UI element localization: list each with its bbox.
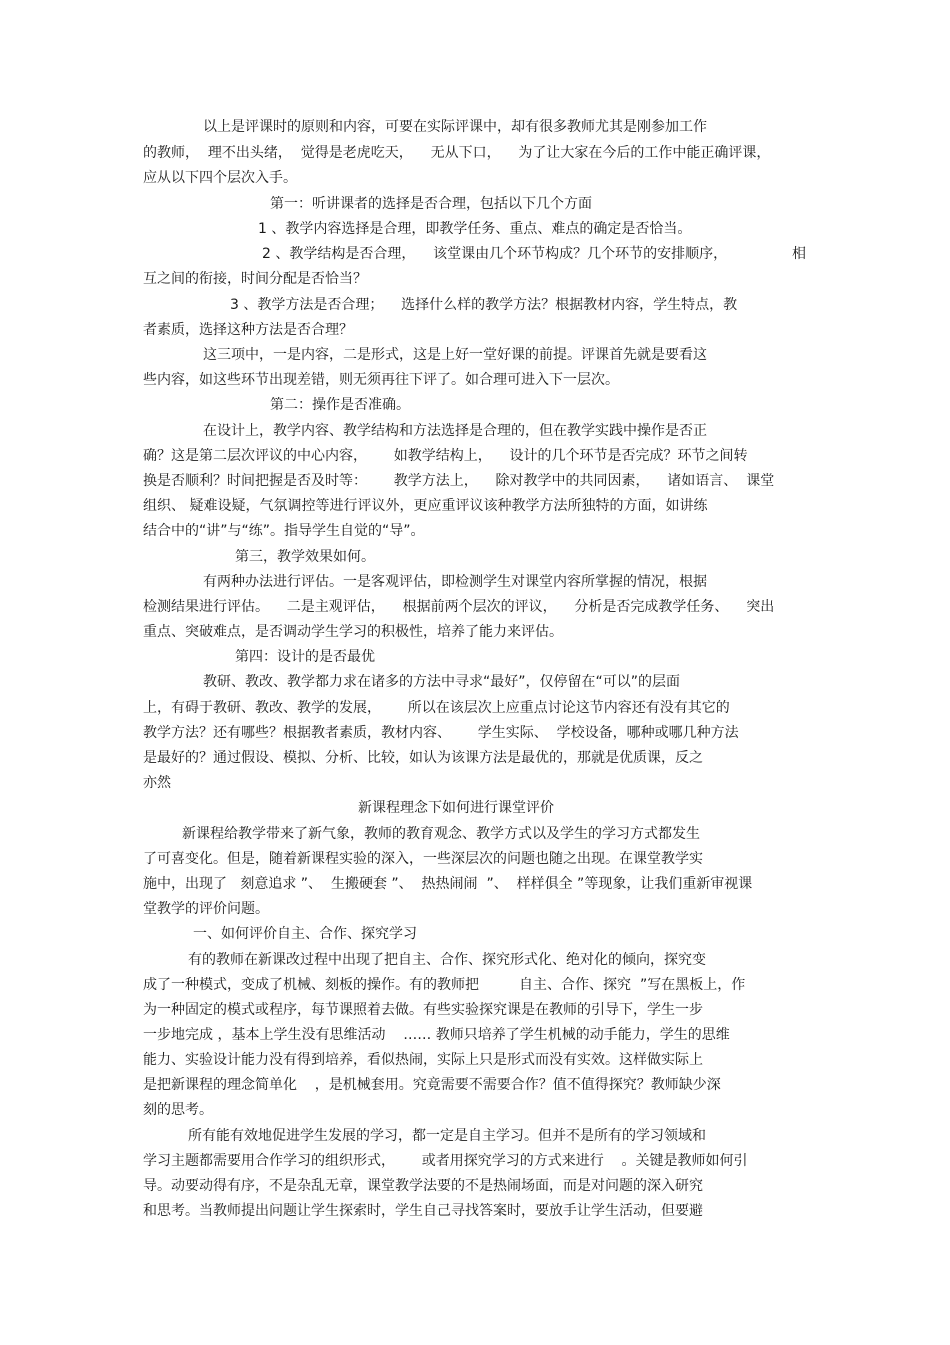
text-line: 相 xyxy=(792,246,806,262)
text-line: 些内容，如这些环节出现差错，则无须再往下评了。如合理可进入下一层次。 xyxy=(143,372,619,388)
text-line: 3 、教学方法是否合理； 选择什么样的教学方法？根据教材内容，学生特点，教 xyxy=(230,297,738,313)
text-line: 学习主题都需要用合作学习的组织形式， 或者用探究学习的方式来进行 。关键是教师如何引 xyxy=(143,1153,748,1169)
text-line: 堂教学的评价问题。 xyxy=(143,901,269,917)
section-heading: 第二：操作是否准确。 xyxy=(270,397,410,413)
text-line: 换是否顺利？时间把握是否及时等： 教学方法上， 除对教学中的共同因素， 诸如语言、 课堂 xyxy=(143,473,775,489)
text-line: 有两种办法进行评估。一是客观评估，即检测学生对课堂内容所掌握的情况，根据 xyxy=(203,574,707,590)
text-line: 了可喜变化。但是，随着新课程实验的深入，一些深层次的问题也随之出现。在课堂教学实 xyxy=(143,851,703,867)
text-line: 新课程给教学带来了新气象，教师的教育观念、教学方式以及学生的学习方式都发生 xyxy=(182,826,700,842)
text-line: 确？这是第二层次评议的中心内容， 如教学结构上， 设计的几个环节是否完成？环节之间转 xyxy=(143,448,748,464)
text-line: 2 、教学结构是否合理， 该堂课由几个环节构成？几个环节的安排顺序， xyxy=(262,246,728,262)
section-heading: 第四：设计的是否最优 xyxy=(235,649,375,665)
text-line: 互之间的衔接，时间分配是否恰当？ xyxy=(143,271,367,287)
text-line: 的教师， 理不出头绪， 觉得是老虎吃天， 无从下口， 为了让大家在今后的工作中能正确评课， xyxy=(143,145,771,161)
text-line: 为一种固定的模式或程序，每节课照着去做。有些实验探究课是在教师的引导下，学生一步 xyxy=(143,1002,703,1018)
text-line: 组织、 疑难设疑，气氛调控等进行评议外，更应重评议该种教学方法所独特的方面，如讲练 xyxy=(143,498,708,514)
text-line: 1 、教学内容选择是合理，即教学任务、重点、难点的确定是否恰当。 xyxy=(258,221,692,237)
text-line: 是最好的？通过假设、模拟、分析、比较，如认为该课方法是最优的，那就是优质课，反之 xyxy=(143,750,703,766)
text-line: 者素质，选择这种方法是否合理？ xyxy=(143,322,353,338)
text-line: 施中，出现了 刻意追求 ”、 生搬硬套 ”、 热热闹闹 ”、 样样俱全 ”等现象，让我们重新审视课 xyxy=(143,876,753,892)
text-line: 有的教师在新课改过程中出现了把自主、合作、探究形式化、绝对化的倾向，探究变 xyxy=(188,952,706,968)
text-line: 在设计上，教学内容、教学结构和方法选择是合理的，但在教学实践中操作是否正 xyxy=(203,423,707,439)
text-line: 检测结果进行评估。 二是主观评估， 根据前两个层次的评议， 分析是否完成教学任务、 突出 xyxy=(143,599,775,615)
section-heading: 一、如何评价自主、合作、探究学习 xyxy=(193,926,417,942)
text-line: 能力、实验设计能力没有得到培养，看似热闹，实际上只是形式而没有实效。这样做实际上 xyxy=(143,1052,703,1068)
text-line: 重点、突破难点，是否调动学生学习的积极性，培养了能力来评估。 xyxy=(143,624,563,640)
text-line: 是把新课程的理念简单化 ，是机械套用。究竟需要不需要合作？值不值得探究？教师缺少深 xyxy=(143,1077,721,1093)
text-line: 应从以下四个层次入手。 xyxy=(143,170,297,186)
section-heading: 第一：听讲课者的选择是否合理，包括以下几个方面 xyxy=(270,196,592,212)
text-line: 所有能有效地促进学生发展的学习，都一定是自主学习。但并不是所有的学习领域和 xyxy=(188,1128,706,1144)
article-title: 新课程理念下如何进行课堂评价 xyxy=(358,800,554,816)
text-line: 教研、教改、教学都力求在诸多的方法中寻求“最好”，仅停留在“可以”的层面 xyxy=(203,674,681,690)
text-line: 结合中的“讲”与“练”。指导学生自觉的“导”。 xyxy=(143,523,425,539)
text-line: 亦然 xyxy=(143,775,171,791)
text-line: 这三项中，一是内容，二是形式，这是上好一堂好课的前提。评课首先就是要看这 xyxy=(203,347,707,363)
text-line: 和思考。当教师提出问题让学生探索时，学生自己寻找答案时，要放手让学生活动，但要避 xyxy=(143,1203,703,1219)
text-line: 以上是评课时的原则和内容，可要在实际评课中，却有很多教师尤其是刚参加工作 xyxy=(203,119,707,135)
text-line: 成了一种模式，变成了机械、刻板的操作。有的教师把 自主、合作、探究 ”写在黑板上，作 xyxy=(143,977,746,993)
text-line: 上，有碍于教研、教改、教学的发展， 所以在该层次上应重点讨论这节内容还有没有其它的 xyxy=(143,700,730,716)
text-line: 导。动要动得有序，不是杂乱无章，课堂教学法要的不是热闹场面，而是对问题的深入研究 xyxy=(143,1178,703,1194)
text-line: 刻的思考。 xyxy=(143,1102,213,1118)
text-line: 一步地完成 ，基本上学生没有思维活动 …… 教师只培养了学生机械的动手能力，学生的思维 xyxy=(143,1027,730,1043)
text-line: 教学方法？还有哪些？根据教者素质，教材内容、 学生实际、 学校设备，哪种或哪几种方法 xyxy=(143,725,739,741)
section-heading: 第三，教学效果如何。 xyxy=(235,549,375,565)
